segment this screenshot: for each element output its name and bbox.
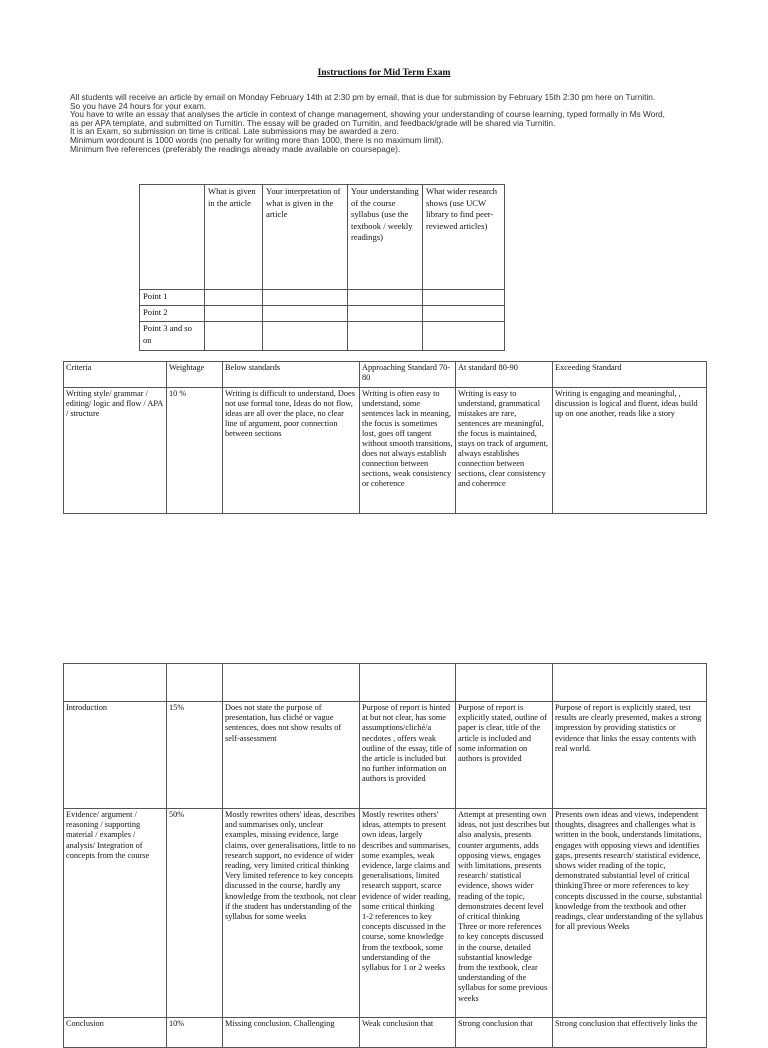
exceeding-standard-cell: Presents own ideas and views, independent thoughts, disagrees and challenges what is written in the book, understands limitations, engages with opposing views and identifies gaps, presents research/ statistical evidence, shows wider reading of the topic, demonstrated substantial level of critical thinkingThree or more references to key concepts discussed in the course, substantial knowledge from the textbook and other readings, clear understanding of the syllabus for all previous Weeks xyxy=(553,809,707,1018)
exceeding-standard-cell: Strong conclusion that effectively links the xyxy=(553,1018,707,1048)
rubric-header-cell: Weightage xyxy=(167,362,223,388)
analysis-cell xyxy=(423,322,505,351)
rubric-header-cell: Below standards xyxy=(223,362,360,388)
analysis-cell xyxy=(423,290,505,306)
instruction-line: Minimum wordcount is 1000 words (no penalty for writing more than 1000, there is no maximum limit). xyxy=(70,134,444,145)
rubric-row-introduction xyxy=(64,702,707,809)
analysis-row xyxy=(140,306,505,322)
criteria-cell: Conclusion xyxy=(64,1018,167,1048)
instruction-line: as per APA template, and submitted on Turnitin. The essay will be graded on Turnitin, and feedback/grade will be shared via Turnitin. xyxy=(70,117,556,128)
weightage-cell: 10 % xyxy=(167,388,223,514)
rubric-cell xyxy=(64,664,167,702)
exceeding-standard-cell: Purpose of report is explicitly stated, test results are clearly presented, makes a strong impression by providing statistics or evidence that links the essay contents with real world. xyxy=(553,702,707,809)
rubric-blank-row xyxy=(64,664,707,702)
rubric-cell xyxy=(456,664,553,702)
approaching-standard-cell: Purpose of report is hinted at but not clear, has some assumptions/cliché/a necdotes , offers weak outline of the essay, title of the article is included but no further information on authors is provided xyxy=(360,702,456,809)
instruction-line: You have to write an essay that analyses the article in context of change management, showing your understanding of course learning, typed formally in Ms Word, xyxy=(70,109,665,120)
below-standards-cell: Writing is difficult to understand, Does not use formal tone, Ideas do not flow, ideas are all over the place, no clear line of argument, poor connection between sections xyxy=(223,388,360,514)
analysis-cell xyxy=(348,322,423,351)
instruction-line: It is an Exam, so submission on time is critical. Late submissions may be awarded a zero. xyxy=(70,126,399,137)
analysis-cell xyxy=(205,322,263,351)
rubric-row-conclusion xyxy=(64,1018,707,1048)
rubric-row-evidence xyxy=(64,809,707,1018)
rubric-header-row xyxy=(64,362,707,388)
rubric-header-cell: At standard 80-90 xyxy=(456,362,553,388)
below-standards-cell: Missing conclusion. Challenging xyxy=(223,1018,360,1048)
weightage-cell: 10% xyxy=(167,1018,223,1048)
instruction-line: All students will receive an article by email on Monday February 14th at 2:30 pm by email, that is due for submission by February 15th 2:30 pm here on Turnitin. xyxy=(70,92,656,102)
approaching-standard-cell: Mostly rewrites others' ideas, attempts to present own ideas, largely describes and summarises, some examples, weak evidence, large claims and generalisations, limited research support, scarce evidence of wider reading, some critical thinking 1-2 references to key concepts discussed in the course, some knowledge from the textbook, some understanding of the syllabus for 1 or 2 weeks xyxy=(360,809,456,1018)
analysis-row xyxy=(140,290,505,306)
rubric-cell xyxy=(223,664,360,702)
rubric-cell xyxy=(360,664,456,702)
weightage-cell: 50% xyxy=(167,809,223,1018)
rubric-header-cell: Criteria xyxy=(64,362,167,388)
below-standards-cell: Mostly rewrites others' ideas, describes and summarises only, unclear examples, missing evidence, large claims, over generalisations, little to no research support, no evidence of wider reading, very limited critical thinking Very limited reference to key concepts discussed in the course, hardly any knowledge from the textbook, not clear if the student has understanding of the syllabus for some weeks xyxy=(223,809,360,1018)
analysis-cell xyxy=(348,306,423,322)
analysis-row-label: Point 2 xyxy=(140,306,205,322)
rubric-header-cell: Exceeding Standard xyxy=(553,362,707,388)
analysis-cell xyxy=(263,290,348,306)
exam-title: Instructions for Mid Term Exam xyxy=(317,68,451,78)
analysis-cell xyxy=(348,290,423,306)
analysis-cell xyxy=(263,322,348,351)
analysis-cell xyxy=(263,306,348,322)
at-standard-cell: Purpose of report is explicitly stated, outline of paper is clear, title of the article is included and some information on authors is provided xyxy=(456,702,553,809)
analysis-row xyxy=(140,322,505,351)
criteria-cell: Introduction xyxy=(64,702,167,809)
criteria-cell: Evidence/ argument / reasoning / supporting material / examples / analysis/ Integration of concepts from the course xyxy=(64,809,167,1018)
weightage-cell: 15% xyxy=(167,702,223,809)
analysis-row-label: Point 1 xyxy=(140,290,205,306)
rubric-table-continued xyxy=(63,663,707,1048)
analysis-table xyxy=(139,184,505,351)
criteria-cell: Writing style/ grammar / editing/ logic and flow / APA / structure xyxy=(64,388,167,514)
rubric-table xyxy=(63,361,707,514)
below-standards-cell: Does not state the purpose of presentation, has cliché or vague sentences, does not show results of self-assessment xyxy=(223,702,360,809)
approaching-standard-cell: Writing is often easy to understand, some sentences lack in meaning, the focus is sometimes lost, goes off tangent without smooth transitions, does not always establish connection between sections, weak consistency or coherence xyxy=(360,388,456,514)
instruction-line: So you have 24 hours for your exam. xyxy=(70,100,207,111)
analysis-header-cell: What wider research shows (use UCW library to find peer-reviewed articles) xyxy=(423,185,505,290)
analysis-header-cell: What is given in the article xyxy=(205,185,263,290)
at-standard-cell: Writing is easy to understand, grammatical mistakes are rare, sentences are meaningful, the focus is maintained, stays on track of argument, always establishes connection between sections, clear consistency and coherence xyxy=(456,388,553,514)
rubric-cell xyxy=(167,664,223,702)
at-standard-cell: Attempt at presenting own ideas, not just describes but also analysis, presents counter arguments, adds opposing views, engages with limitations, presents research/ statistical evidence, shows wider reading of the topic, demonstrates decent level of critical thinking Three or more references to key concepts discussed in the course, detailed substantial knowledge from the textbook, clear understanding of the syllabus for some previous weeks xyxy=(456,809,553,1018)
analysis-header-cell: Your interpretation of what is given in the article xyxy=(263,185,348,290)
approaching-standard-cell: Weak conclusion that xyxy=(360,1018,456,1048)
instruction-line: Minimum five references (preferably the readings already made available on coursepage). xyxy=(70,143,401,154)
analysis-header-cell: Your understanding of the course syllabus (use the textbook / weekly readings) xyxy=(348,185,423,290)
analysis-header-row xyxy=(140,185,505,290)
analysis-header-cell xyxy=(140,185,205,290)
rubric-header-cell: Approaching Standard 70-80 xyxy=(360,362,456,388)
analysis-cell xyxy=(205,306,263,322)
analysis-cell xyxy=(423,306,505,322)
analysis-cell xyxy=(205,290,263,306)
exceeding-standard-cell: Writing is engaging and meaningful, , discussion is logical and fluent, ideas build up on one another, reads like a story xyxy=(553,388,707,514)
analysis-row-label: Point 3 and so on xyxy=(140,322,205,351)
instructions-block xyxy=(70,93,710,153)
at-standard-cell: Strong conclusion that xyxy=(456,1018,553,1048)
rubric-cell xyxy=(553,664,707,702)
rubric-row-writing xyxy=(64,388,707,514)
